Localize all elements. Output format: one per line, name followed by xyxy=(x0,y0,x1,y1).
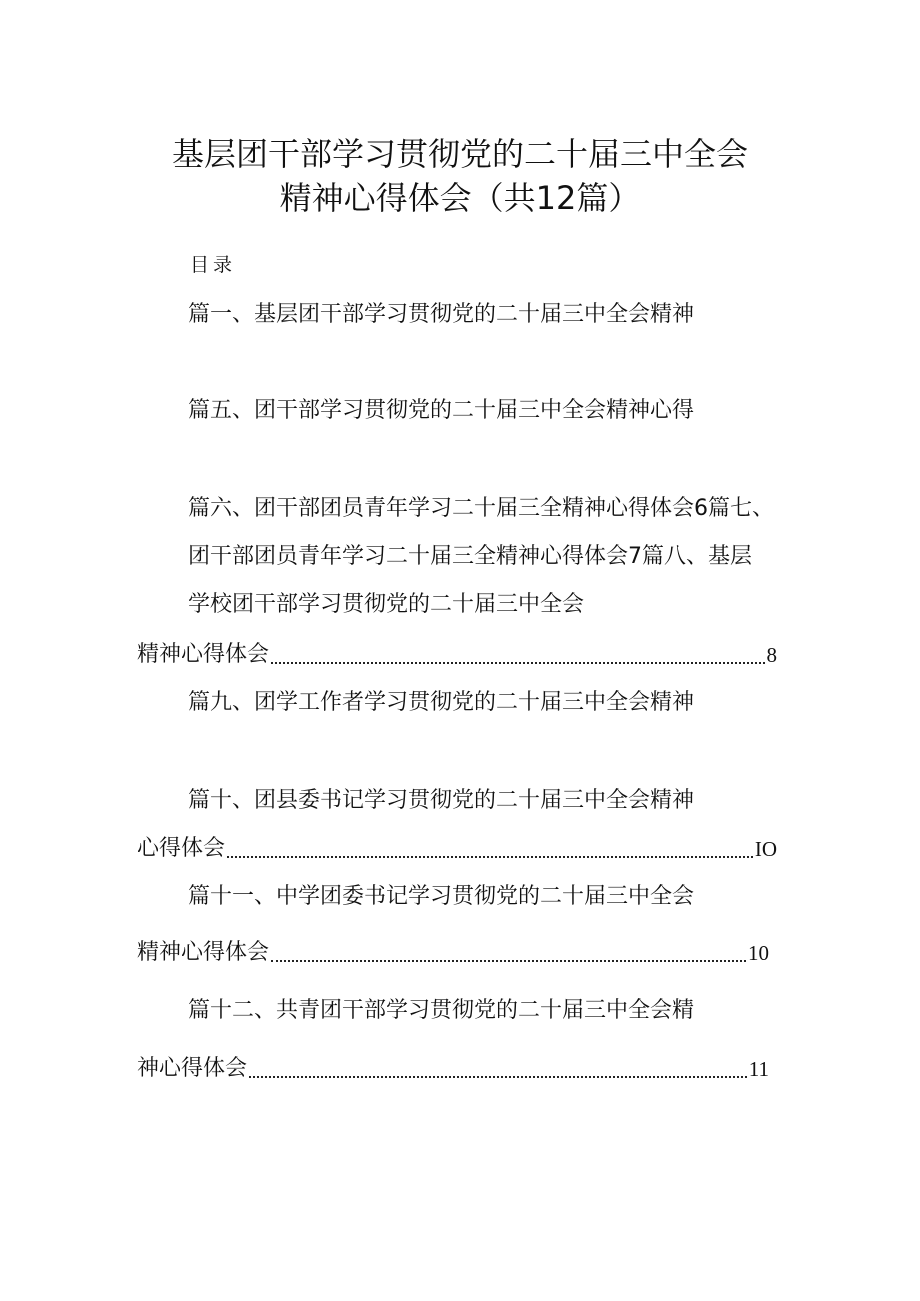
document-title-line-1: 基层团干部学习贯彻党的二十届三中全会 xyxy=(171,135,748,173)
dot-leader xyxy=(249,1075,747,1078)
toc-entry-11-line-1[interactable]: 篇十一、中学团委书记学习贯彻党的二十届三中全会 xyxy=(188,884,695,909)
toc-entry-8-text: 精神心得体会 xyxy=(137,642,270,667)
toc-entry-10-leader[interactable] xyxy=(137,834,777,864)
toc-entry-6-line-2[interactable]: 团干部团员青年学习二十届三全精神心得体会7篇八、基层 xyxy=(188,544,752,569)
toc-entry-11-page-number: 10 xyxy=(748,941,769,965)
toc-entry-11-leader[interactable] xyxy=(137,938,769,968)
dot-leader xyxy=(271,959,746,962)
toc-entry-5[interactable]: 篇五、团干部学习贯彻党的二十届三中全会精神心得 xyxy=(188,398,695,423)
toc-entry-12-text: 神心得体会 xyxy=(137,1056,248,1081)
toc-entry-10-page-number: IO xyxy=(754,837,777,861)
toc-entry-6-line-3[interactable]: 学校团干部学习贯彻党的二十届三中全会 xyxy=(188,592,585,617)
toc-entry-11-text: 精神心得体会 xyxy=(137,940,270,965)
dot-leader xyxy=(227,855,753,858)
toc-entry-9[interactable]: 篇九、团学工作者学习贯彻党的二十届三中全会精神 xyxy=(188,690,695,715)
toc-entry-10-text: 心得体会 xyxy=(137,836,226,861)
toc-entry-6-line-1[interactable]: 篇六、团干部团员青年学习二十届三全精神心得体会6篇七、 xyxy=(188,496,774,521)
toc-heading: 目录 xyxy=(190,254,237,276)
toc-entry-8-leader[interactable] xyxy=(137,640,777,670)
dot-leader xyxy=(271,661,764,664)
toc-entry-1[interactable]: 篇一、基层团干部学习贯彻党的二十届三中全会精神 xyxy=(188,302,695,327)
toc-entry-10-line-1[interactable]: 篇十、团县委书记学习贯彻党的二十届三中全会精神 xyxy=(188,788,695,813)
toc-entry-12-page-number: 11 xyxy=(748,1057,769,1081)
toc-entry-8-page-number: 8 xyxy=(766,643,777,667)
toc-entry-12-line-1[interactable]: 篇十二、共青团干部学习贯彻党的二十届三中全会精 xyxy=(188,998,695,1023)
document-title-line-2: 精神心得体会（共12篇） xyxy=(279,179,641,217)
toc-entry-12-leader[interactable] xyxy=(137,1054,769,1084)
